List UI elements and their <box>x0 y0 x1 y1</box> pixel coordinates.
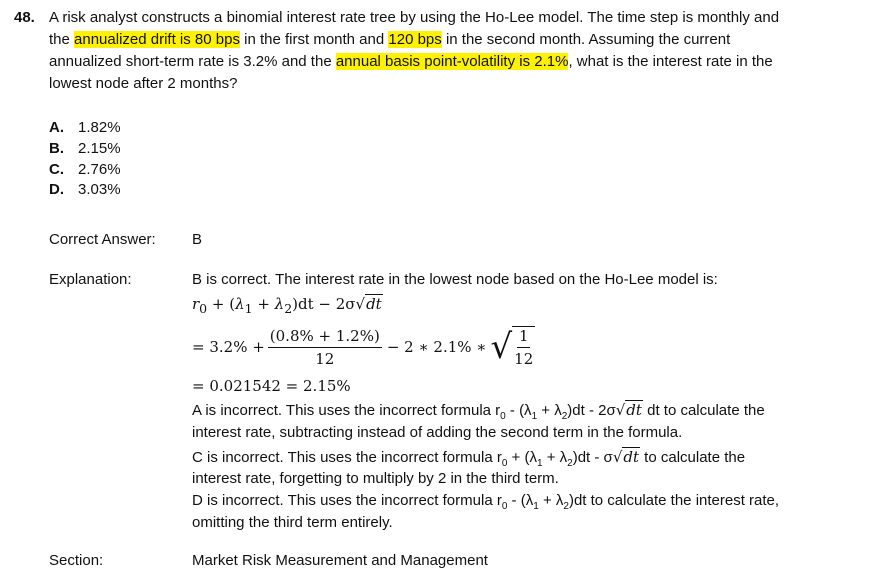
highlight-drift-1: annualized drift is 80 bps <box>74 31 240 48</box>
drift-fraction: $\frac{(0.8\% + 1.2\%)}{12}$ <box>269 326 380 368</box>
sqrt-fraction: √ $\frac{1}{12}$ <box>490 327 534 368</box>
question-number: 48. <box>14 9 35 26</box>
section-value: Market Risk Measurement and Management <box>192 552 488 569</box>
explanation-a-line-1: A is incorrect. This uses the incorrect formula $r_0 - (\lambda_1 + \lambda_2)dt - 2\sigma√dt$ dt to calculate the <box>192 401 765 422</box>
highlight-drift-2: 120 bps <box>388 31 442 48</box>
question-line-3: annualized short-term rate is 3.2% and the annual basis point-volatility is 2.1%, what is the interest rate in the <box>49 53 773 70</box>
explanation-d-line-1: D is incorrect. This uses the incorrect formula $r_0 - (\lambda_1 + \lambda_2)dt$ to calculate the interest rate, <box>192 492 780 512</box>
explanation-c-line-2: interest rate, forgetting to multiply by 2 in the third term. <box>192 470 559 487</box>
question-line-4: lowest node after 2 months? <box>49 75 238 92</box>
question-line-1: A risk analyst constructs a binomial interest rate tree by using the Ho-Lee model. The time step is monthly and <box>49 9 780 26</box>
explanation-a-line-2: interest rate, subtracting instead of adding the second term in the formula. <box>192 424 683 441</box>
option-c[interactable]: C. 2.76% <box>49 161 121 178</box>
option-d[interactable]: D. 3.03% <box>49 181 121 198</box>
explanation-intro: B is correct. The interest rate in the lowest node based on the Ho-Lee model is: <box>192 271 718 288</box>
explanation-d-line-2: omitting the third term entirely. <box>192 514 393 531</box>
calculation-line: = 3.2% + $\frac{(0.8\% + 1.2\%)}{12}$ − 2 ∗ 2.1% ∗ √ $\frac{1}{12}$ <box>192 326 534 368</box>
correct-answer-label: Correct Answer: <box>49 231 156 248</box>
question-line-2: the annualized drift is 80 bps in the first month and 120 bps in the second month. Assuming the current <box>49 31 731 48</box>
option-a[interactable]: A. 1.82% <box>49 119 121 136</box>
highlight-volatility: annual basis point-volatility is 2.1% <box>335 53 569 70</box>
correct-answer-value: B <box>192 231 203 248</box>
explanation-label: Explanation: <box>49 271 132 288</box>
option-b[interactable]: B. 2.15% <box>49 140 121 157</box>
explanation-c-line-1: C is incorrect. This uses the incorrect formula $r_0 + (\lambda_1 + \lambda_2)dt - \sigma√dt$ to calculate the <box>192 448 746 469</box>
calculation-result: = 0.021542 = 2.15% <box>192 377 351 395</box>
section-label: Section: <box>49 552 104 569</box>
ho-lee-formula: $r_0 + (\lambda_1 + \lambda_2)dt - 2\sigma√dt$ <box>192 295 382 316</box>
